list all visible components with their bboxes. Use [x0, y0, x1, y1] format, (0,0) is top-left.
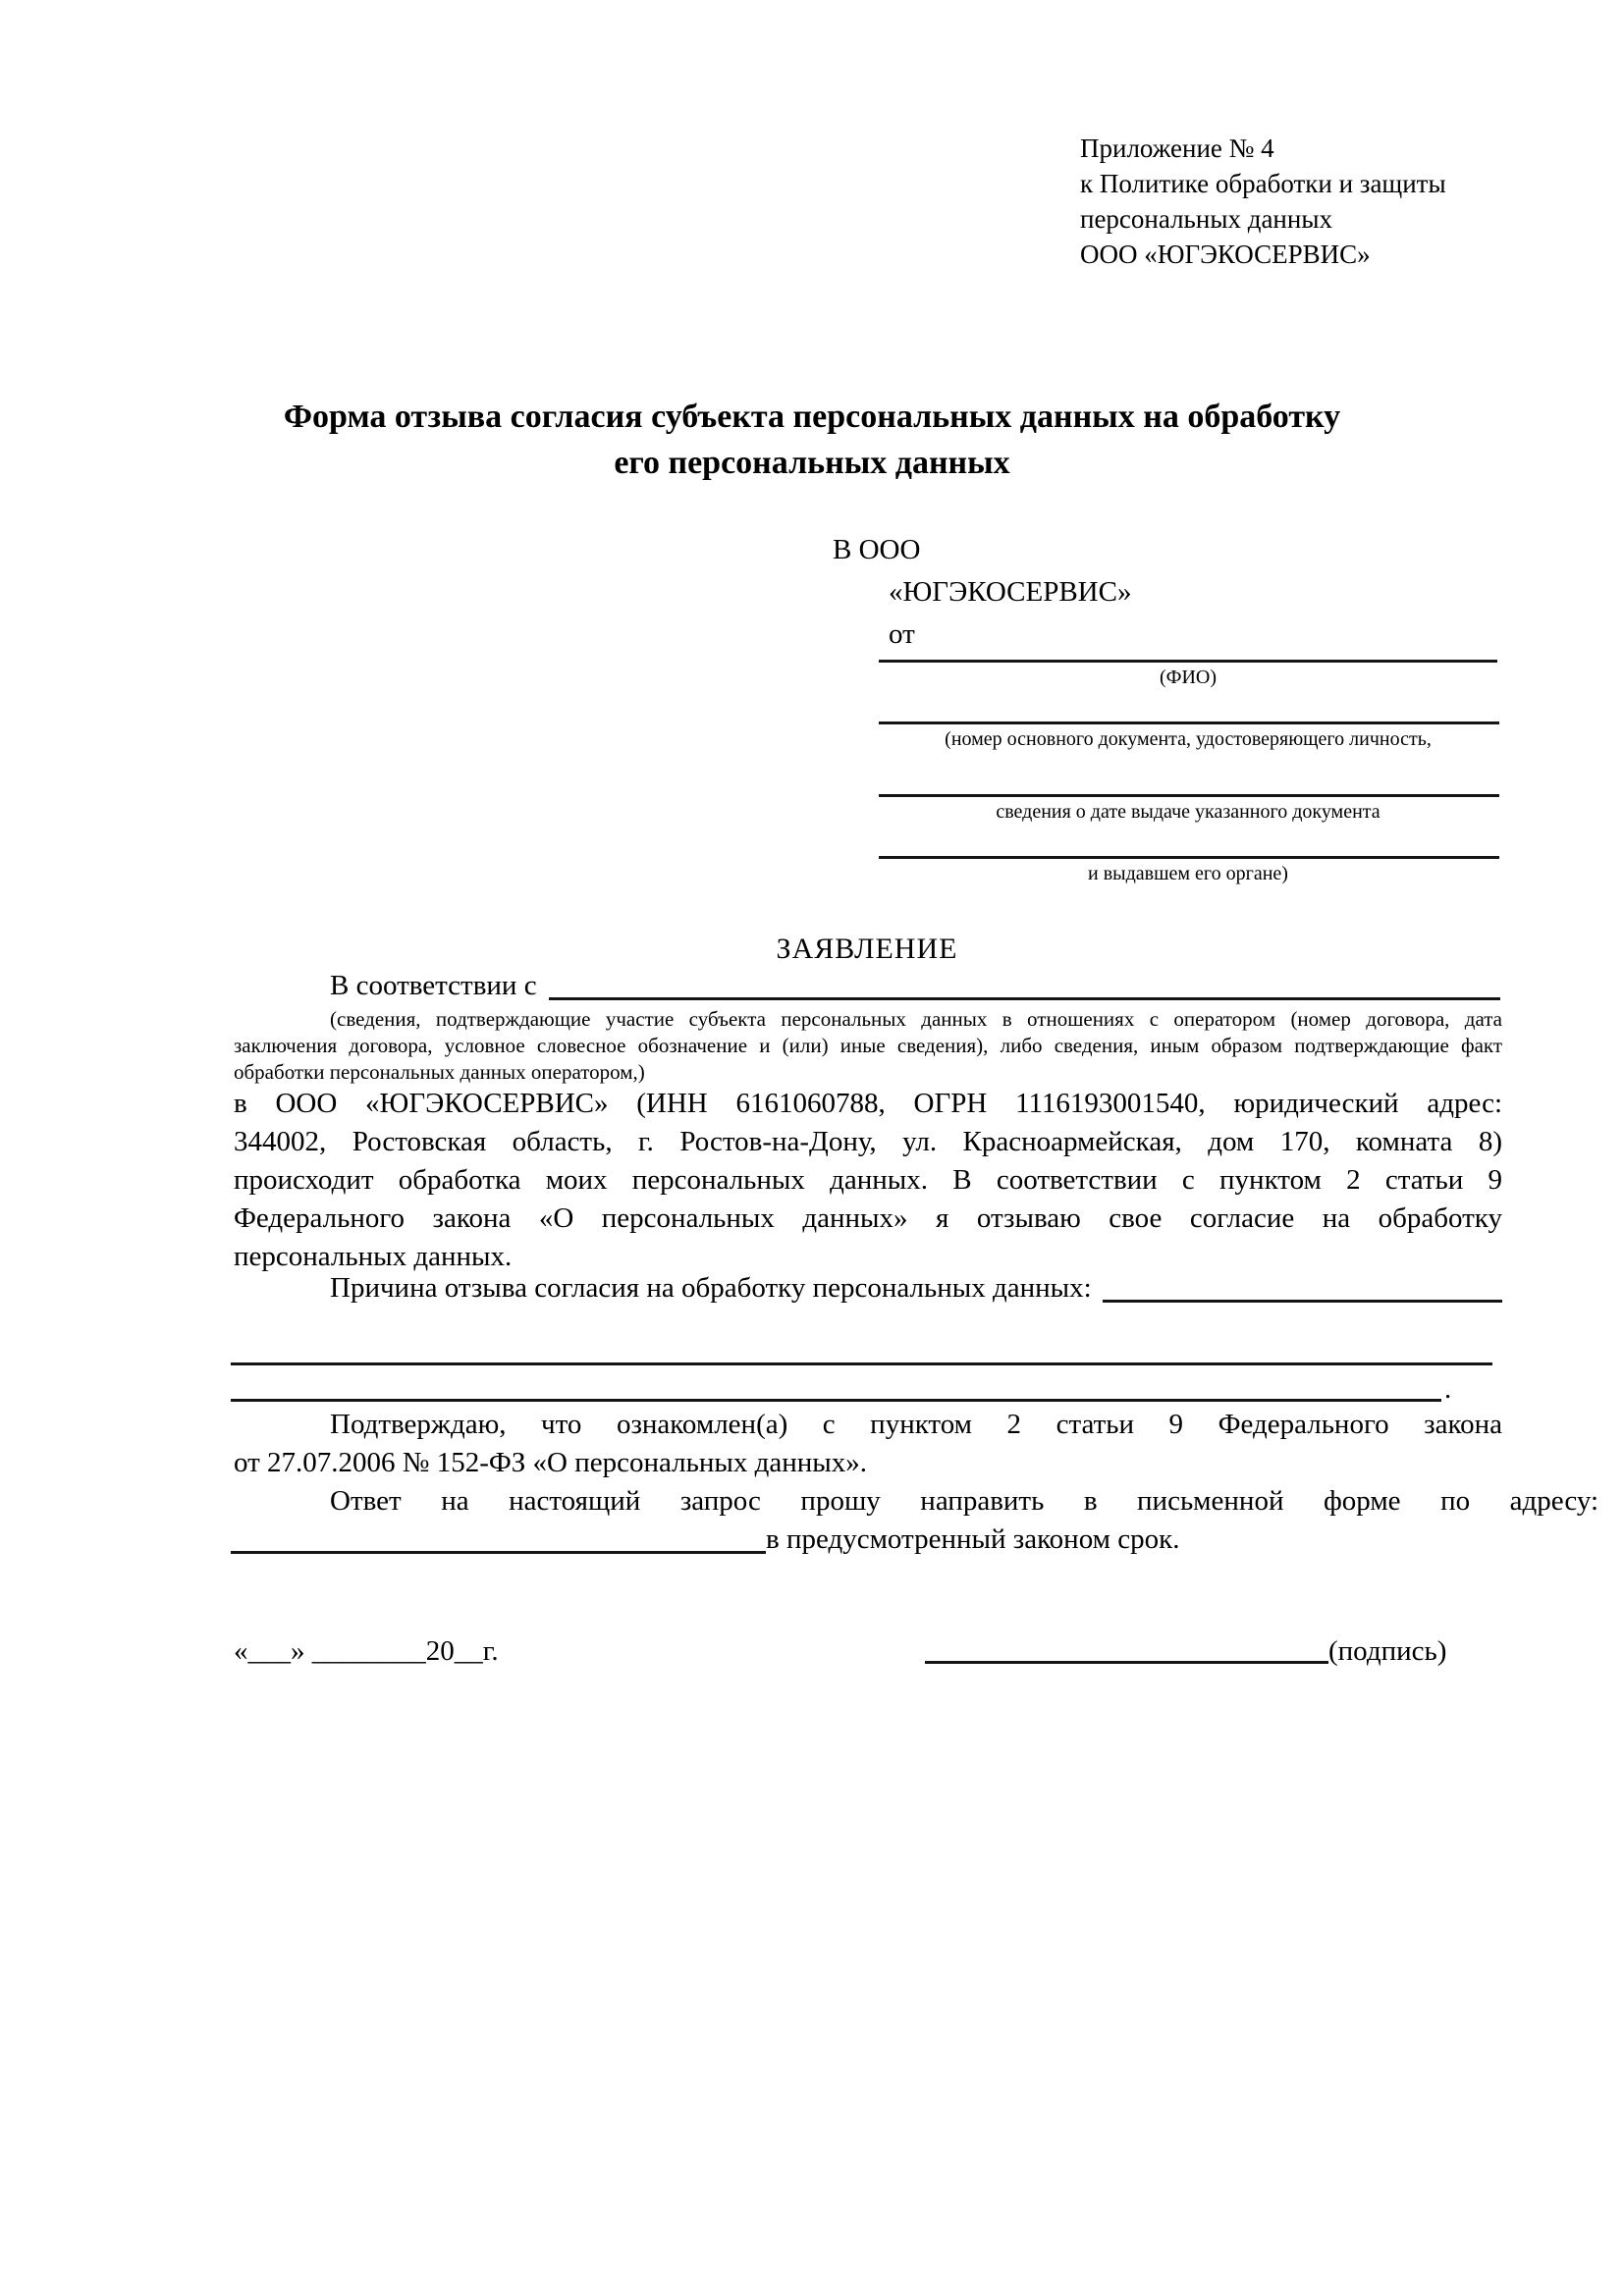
doc-caption-3: и выдавшем его органе)	[1088, 863, 1288, 884]
confirm-line: Подтверждаю, что ознакомлен(а) с пунктом 2 статьи 9 Федерального закона	[330, 1409, 1502, 1440]
blank-line-terminator: .	[1444, 1373, 1452, 1405]
reason-label: Причина отзыва согласия на обработку персональных данных:	[330, 1272, 1092, 1304]
body-line: происходит обработка моих персональных данных. В соответствии с пунктом 2 статьи 9	[234, 1164, 1502, 1196]
appendix-line: ООО «ЮГЭКОСЕРВИС»	[1080, 240, 1371, 269]
confirm-paragraph	[234, 1406, 1502, 1482]
reason-blank-line-2	[231, 1362, 1492, 1365]
appendix-line: к Политике обработки и защиты	[1080, 169, 1446, 198]
body-line: в ООО «ЮГЭКОСЕРВИС» (ИНН 6161060788, ОГРН 1116193001540, юридический адрес:	[234, 1088, 1502, 1119]
addressee-from-label: от	[889, 618, 915, 650]
doc-blank-line-1	[879, 721, 1499, 724]
small-print	[234, 1006, 1502, 1086]
reply-tail: в предусмотренный законом срок.	[766, 1523, 1180, 1555]
small-print-line: заключения договора, условное словесное обозначение и (или) иные сведения), либо сведения, иным образом подтверждающие факт	[234, 1034, 1502, 1057]
doc-blank-line-3	[879, 856, 1499, 859]
address-blank-line	[231, 1521, 766, 1554]
date-blank-text: «___» ________20__г.	[234, 1635, 499, 1667]
confirm-line: от 27.07.2006 № 152-ФЗ «О персональных данных».	[234, 1447, 868, 1478]
document-title	[179, 394, 1445, 486]
body-line: Федерального закона «О персональных данных» я отзываю свое согласие на обработку	[234, 1202, 1502, 1234]
doc-caption-1: (номер основного документа, удостоверяющего личность,	[945, 728, 1432, 750]
body-line: 344002, Ростовская область, г. Ростов-на-Дону, ул. Красноармейская, дом 170, комната 8)	[234, 1126, 1502, 1157]
reason-blank-line-3	[231, 1399, 1441, 1402]
addressee-org-name: «ЮГЭКОСЕРВИС»	[889, 576, 1132, 608]
body-paragraph	[234, 1085, 1502, 1276]
body-line: персональных данных.	[234, 1241, 513, 1272]
appendix-line: персональных данных	[1080, 204, 1332, 234]
appendix-block	[1080, 131, 1446, 272]
reason-row	[234, 1269, 1502, 1308]
fio-caption: (ФИО)	[1159, 667, 1217, 688]
intro-label: В соответствии с	[330, 970, 537, 1001]
small-print-line: (сведения, подтверждающие участие субъекта персональных данных в отношениях с оператором (номер договора, дата	[330, 1007, 1502, 1031]
reply-row	[231, 1521, 1499, 1559]
statement-heading: ЗАЯВЛЕНИЕ	[776, 933, 958, 965]
doc-blank-line-2	[879, 794, 1499, 797]
small-print-line: обработки персональных данных оператором,)	[234, 1060, 645, 1084]
doc-caption-2: сведения о дате выдаче указанного документа	[996, 801, 1380, 823]
intro-row	[234, 967, 1500, 1005]
reason-blank-line	[1103, 1269, 1502, 1303]
title-line: Форма отзыва согласия субъекта персональных данных на обработку	[283, 399, 1341, 435]
signature-caption: (подпись)	[1328, 1635, 1447, 1667]
appendix-line: Приложение № 4	[1080, 133, 1274, 163]
addressee-block	[833, 529, 1131, 656]
fio-blank-line	[879, 660, 1497, 663]
title-line: его персональных данных	[614, 445, 1010, 481]
reply-intro-line: Ответ на настоящий запрос прошу направить в письменной форме по адресу:	[330, 1485, 1598, 1517]
addressee-org-line: В ООО	[833, 534, 921, 565]
intro-blank-line	[549, 967, 1500, 1000]
signature-blank-line	[925, 1661, 1328, 1664]
